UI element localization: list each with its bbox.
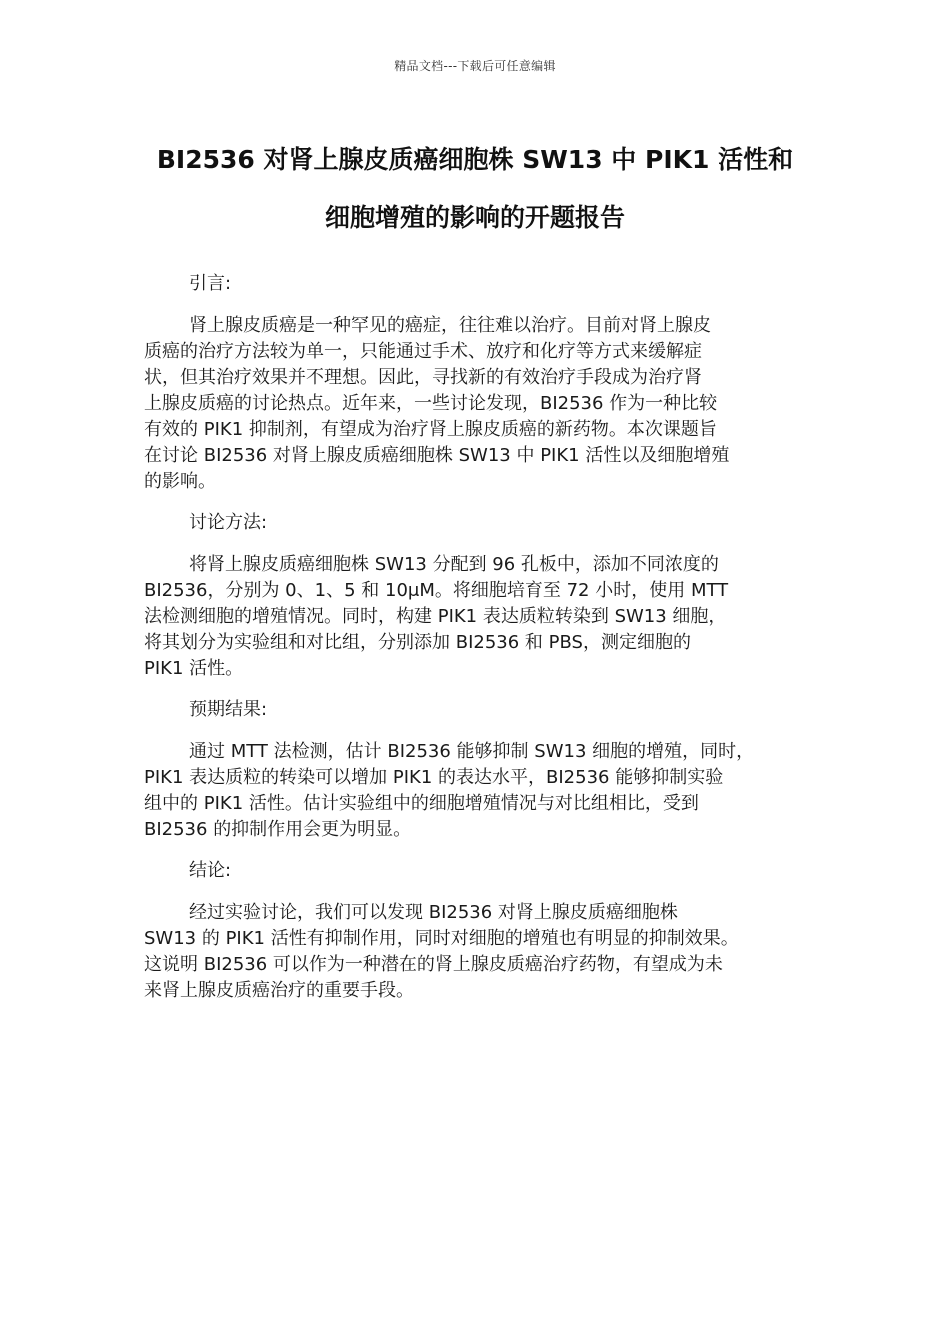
paragraph-line: 将其划分为实验组和对比组，分别添加 BI2536 和 PBS，测定细胞的 <box>144 632 691 653</box>
section-heading: 讨论方法: <box>189 512 268 533</box>
paragraph-line: 有效的 PIK1 抑制剂，有望成为治疗肾上腺皮质癌的新药物。本次课题旨 <box>144 419 717 440</box>
paragraph-line: 肾上腺皮质癌是一种罕见的癌症，往往难以治疗。目前对肾上腺皮 <box>189 315 711 336</box>
section-paragraph <box>144 552 814 682</box>
section-heading: 引言: <box>189 273 232 294</box>
title-line-2: 细胞增殖的影响的开题报告 <box>324 203 625 232</box>
section-heading: 结论: <box>189 860 232 881</box>
paragraph-line: 质癌的治疗方法较为单一，只能通过手术、放疗和化疗等方式来缓解症 <box>144 341 702 362</box>
spacer <box>144 723 814 739</box>
spacer <box>144 1004 814 1019</box>
paragraph-line: 通过 MTT 法检测，估计 BI2536 能够抑制 SW13 细胞的增殖，同时， <box>189 741 755 762</box>
paragraph-line: BI2536，分别为 0、1、5 和 10μM。将细胞培育至 72 小时，使用 MTT <box>144 580 729 601</box>
paragraph-line: SW13 的 PIK1 活性有抑制作用，同时对细胞的增殖也有明显的抑制效果。 <box>144 928 739 949</box>
paragraph-line: 的影响。 <box>144 471 216 492</box>
document-body <box>144 271 814 1019</box>
paragraph-line: PIK1 活性。 <box>144 658 244 679</box>
section-heading: 预期结果: <box>189 699 268 720</box>
paragraph-line: 法检测细胞的增殖情况。同时，构建 PIK1 表达质粒转染到 SW13 细胞， <box>144 606 727 627</box>
section-paragraph <box>144 900 814 1004</box>
paragraph-line: 在讨论 BI2536 对肾上腺皮质癌细胞株 SW13 中 PIK1 活性以及细胞增殖 <box>144 445 730 466</box>
paragraph-line: PIK1 表达质粒的转染可以增加 PIK1 的表达水平，BI2536 能够抑制实验 <box>144 767 724 788</box>
spacer <box>144 297 814 313</box>
spacer <box>144 843 814 858</box>
paragraph-line: 状，但其治疗效果并不理想。因此，寻找新的有效治疗手段成为治疗肾 <box>144 367 702 388</box>
paragraph-line: 上腺皮质癌的讨论热点。近年来，一些讨论发现，BI2536 作为一种比较 <box>144 393 718 414</box>
spacer <box>144 495 814 510</box>
paragraph-line: 将肾上腺皮质癌细胞株 SW13 分配到 96 孔板中，添加不同浓度的 <box>189 554 719 575</box>
paragraph-line: 经过实验讨论，我们可以发现 BI2536 对肾上腺皮质癌细胞株 <box>189 902 678 923</box>
paragraph-line: 组中的 PIK1 活性。估计实验组中的细胞增殖情况与对比组相比，受到 <box>144 793 699 814</box>
spacer <box>144 536 814 552</box>
section-paragraph <box>144 313 814 495</box>
spacer <box>144 682 814 697</box>
paragraph-line: 这说明 BI2536 可以作为一种潜在的肾上腺皮质癌治疗药物，有望成为未 <box>144 954 723 975</box>
spacer <box>144 884 814 900</box>
section-paragraph <box>144 739 814 843</box>
paragraph-line: 来肾上腺皮质癌治疗的重要手段。 <box>144 980 414 1001</box>
title-line-1: BI2536 对肾上腺皮质癌细胞株 SW13 中 PIK1 活性和 <box>156 145 794 174</box>
page-header: 精品文档---下载后可任意编辑 <box>394 59 556 73</box>
paragraph-line: BI2536 的抑制作用会更为明显。 <box>144 819 412 840</box>
